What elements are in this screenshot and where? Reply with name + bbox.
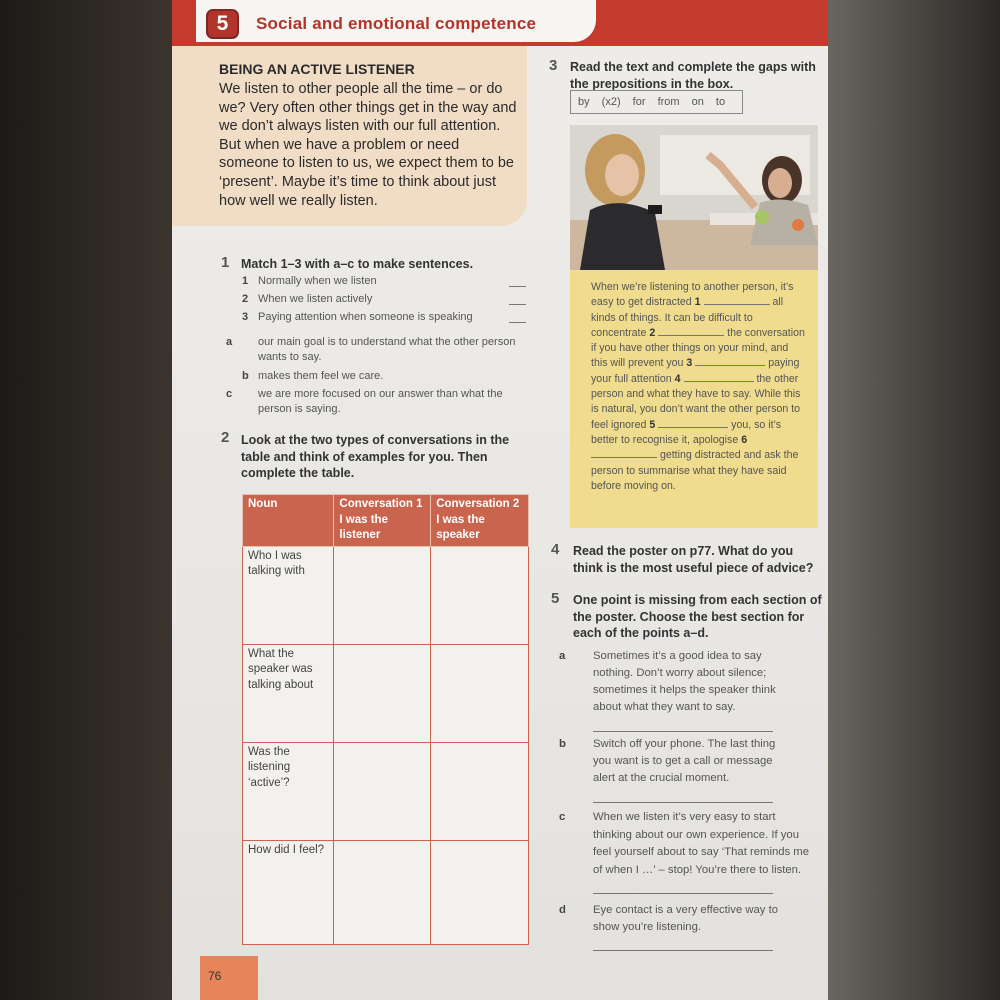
ex5-point: b Switch off your phone. The last thing you want is to get a call or message alert at the crucial moment.: [559, 738, 776, 784]
table-cell[interactable]: [334, 840, 431, 944]
ex5-answer-line[interactable]: [593, 893, 773, 894]
photo-illustration: [570, 125, 818, 270]
ex1-item: 3 Paying attention when someone is speaking: [242, 311, 473, 323]
exercise-4-number: 4: [551, 541, 560, 558]
ex5-answer-line[interactable]: [593, 802, 773, 803]
exercise-3-number: 3: [549, 57, 558, 74]
ex1-answer-blank[interactable]: [509, 304, 526, 305]
table-row-label: Who I was talking with: [243, 546, 334, 644]
table-cell[interactable]: [334, 546, 431, 644]
exercise-4-instruction: Read the poster on p77. What do you think is the most useful piece of advice?: [573, 544, 814, 575]
gap-5[interactable]: [658, 419, 728, 428]
prepositions-box: by (x2) for from on to: [570, 90, 743, 114]
table-header: Conversation 1 I was the listener: [334, 495, 431, 547]
background-right: [826, 0, 1000, 1000]
ex5-answer-line[interactable]: [593, 950, 773, 951]
table-row: [243, 644, 529, 742]
gap-4[interactable]: [684, 373, 754, 382]
gap-1[interactable]: [704, 296, 770, 305]
ex1-answer-blank[interactable]: [509, 286, 526, 287]
table-header: Conversation 2 I was the speaker: [431, 495, 529, 547]
table-cell[interactable]: [431, 840, 529, 944]
ex1-answer-blank[interactable]: [509, 322, 526, 323]
exercise-1-number: 1: [221, 254, 230, 271]
ex5-answer-line[interactable]: [593, 731, 773, 732]
page-number: 76: [208, 969, 222, 983]
ex1-item: 1 Normally when we listen: [242, 275, 377, 287]
table-row-label: What the speaker was talking about: [243, 644, 334, 742]
table-cell[interactable]: [334, 644, 431, 742]
intro-title: BEING AN ACTIVE LISTENER: [219, 61, 415, 77]
gap-2[interactable]: [658, 327, 724, 336]
ex1-option: c we are more focused on our answer than what the person is saying.: [226, 388, 503, 415]
chapter-title: Social and emotional competence: [256, 14, 537, 33]
gap-6[interactable]: [591, 449, 657, 458]
table-row: [243, 546, 529, 644]
exercise-1-instruction: Match 1–3 with a–c to make sentences.: [241, 257, 474, 271]
intro-text: We listen to other people all the time – or do we? Very often other things get in the way and we don’t always listen with our full attention. But when we have a problem or need someone to listen to us, we expect them to be ‘present’. Maybe it’s time to think about just how well we really listen.: [219, 81, 517, 209]
table-cell[interactable]: [431, 644, 529, 742]
table-row: [243, 840, 529, 944]
photo-two-women-cafe: [570, 125, 818, 270]
reading-text: When we’re listening to another person, it’s easy to get distracted 1 all kinds of things. It can be difficult to concentrate 2 the conversation if you have other things on your mind, and this will prevent you 3 paying your full attention 4 the other person and what they have to say. While this is natural, you don’t want the other person to feel ignored 5 you, so it’s better to recognise it, apologise 6 getting distracted and ask the person to summarise what they have said before moving on.: [591, 281, 805, 492]
ex5-point: a Sometimes it’s a good idea to say nothing. Don’t worry about silence; sometimes it helps the speaker think about what they want to say.: [559, 650, 776, 713]
exercise-2-instruction: Look at the two types of conversations in the table and think of examples for you. Then complete the table.: [241, 433, 510, 480]
exercise-5-number: 5: [551, 590, 560, 607]
ex5-point: d Eye contact is a very effective way to show you’re listening.: [559, 904, 779, 933]
gap-3[interactable]: [695, 357, 765, 366]
table-cell[interactable]: [431, 546, 529, 644]
table-row: [243, 742, 529, 840]
exercise-3-instruction: Read the text and complete the gaps with the prepositions in the box.: [570, 60, 816, 91]
ex1-option: a our main goal is to understand what the other person wants to say.: [226, 336, 516, 363]
exercise-2-number: 2: [221, 429, 230, 446]
chapter-number-badge: 5: [206, 9, 239, 39]
table-cell[interactable]: [334, 742, 431, 840]
ex1-option: b makes them feel we care.: [242, 370, 384, 382]
table-cell[interactable]: [431, 742, 529, 840]
ex5-point: c When we listen it’s very easy to start thinking about our own experience. If you feel yourself about to say ‘That reminds me of when I …’ – stop! You’re there to listen.: [559, 811, 809, 876]
textbook-page: [172, 0, 828, 1000]
exercise-5-instruction: One point is missing from each section of the poster. Choose the best section for each of the points a–d.: [573, 593, 822, 640]
conversation-table: [242, 494, 529, 945]
table-row-label: Was the listening ‘active’?: [243, 742, 334, 840]
background-left: [0, 0, 175, 1000]
ex1-item: 2 When we listen actively: [242, 293, 373, 305]
table-header: Noun: [243, 495, 334, 547]
table-row-label: How did I feel?: [243, 840, 334, 944]
